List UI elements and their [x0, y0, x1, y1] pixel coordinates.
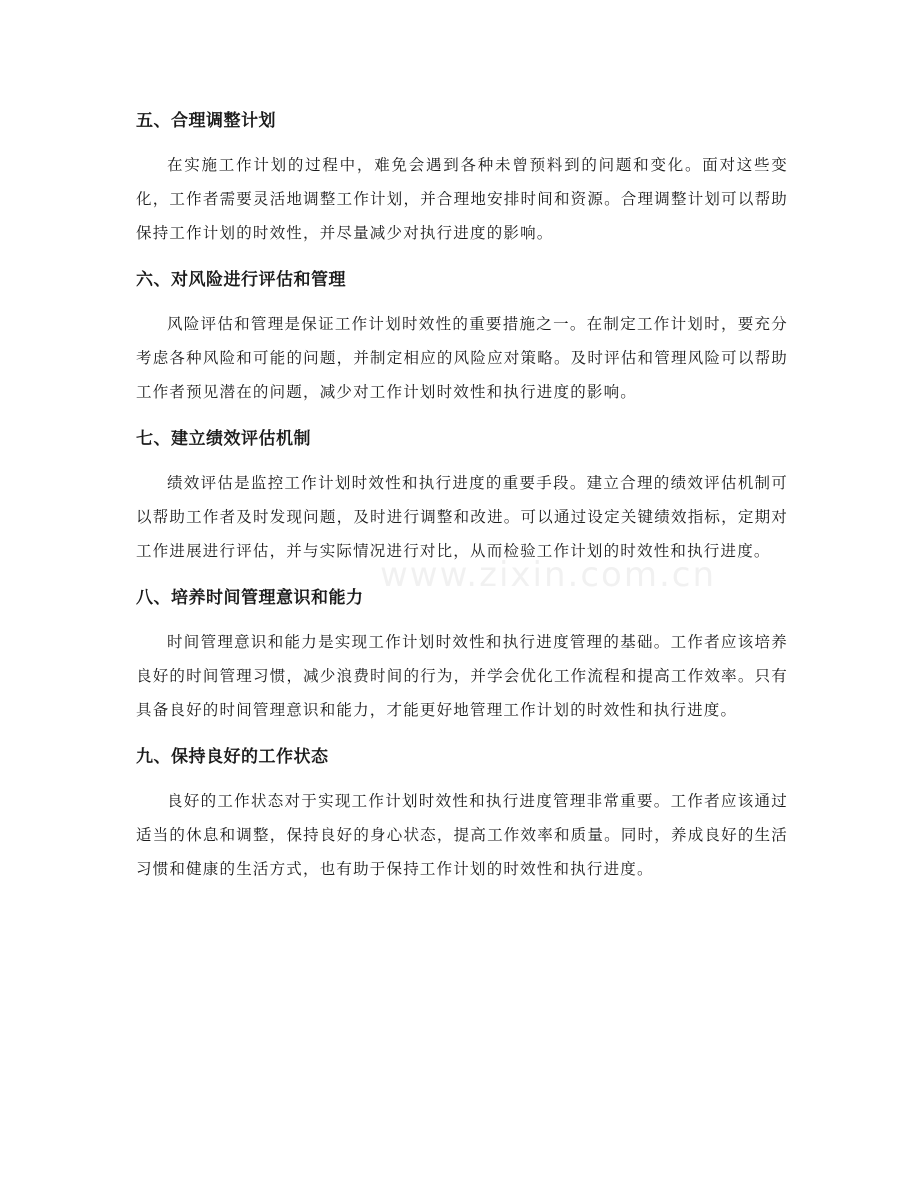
- section-paragraph: 在实施工作计划的过程中，难免会遇到各种未曾预料到的问题和变化。面对这些变化，工作者需要灵活地调整工作计划，并合理地安排时间和资源。合理调整计划可以帮助保持工作计划的时效性，并尽量减少对执行进度的影响。: [136, 156, 788, 242]
- section-heading: 五、合理调整计划: [136, 111, 276, 131]
- section-heading: 七、建立绩效评估机制: [136, 429, 311, 449]
- section-paragraph: 绩效评估是监控工作计划时效性和执行进度的重要手段。建立合理的绩效评估机制可以帮助工作者及时发现问题，及时进行调整和改进。可以通过设定关键绩效指标，定期对工作进展进行评估，并与实际情况进行对比，从而检验工作计划的时效性和执行进度。: [136, 474, 788, 560]
- section-heading: 六、对风险进行评估和管理: [136, 270, 346, 290]
- section-paragraph: 风险评估和管理是保证工作计划时效性的重要措施之一。在制定工作计划时，要充分考虑各种风险和可能的问题，并制定相应的风险应对策略。及时评估和管理风险可以帮助工作者预见潜在的问题，减少对工作计划时效性和执行进度的影响。: [136, 315, 788, 401]
- section-9: [136, 740, 788, 886]
- watermark-text: www.zixin.com.cn: [380, 555, 716, 595]
- section-8: [136, 581, 788, 727]
- section-paragraph: 良好的工作状态对于实现工作计划时效性和执行进度管理非常重要。工作者应该通过适当的休息和调整，保持良好的身心状态，提高工作效率和质量。同时，养成良好的生活习惯和健康的生活方式，也有助于保持工作计划的时效性和执行进度。: [136, 792, 788, 878]
- section-6: [136, 263, 788, 409]
- section-paragraph: 时间管理意识和能力是实现工作计划时效性和执行进度管理的基础。工作者应该培养良好的时间管理习惯，减少浪费时间的行为，并学会优化工作流程和提高工作效率。只有具备良好的时间管理意识和能力，才能更好地管理工作计划的时效性和执行进度。: [136, 633, 788, 719]
- section-5: [136, 104, 788, 250]
- section-7: [136, 422, 788, 568]
- section-heading: 八、培养时间管理意识和能力: [136, 588, 364, 608]
- section-heading: 九、保持良好的工作状态: [136, 747, 329, 767]
- document-body: [136, 104, 788, 899]
